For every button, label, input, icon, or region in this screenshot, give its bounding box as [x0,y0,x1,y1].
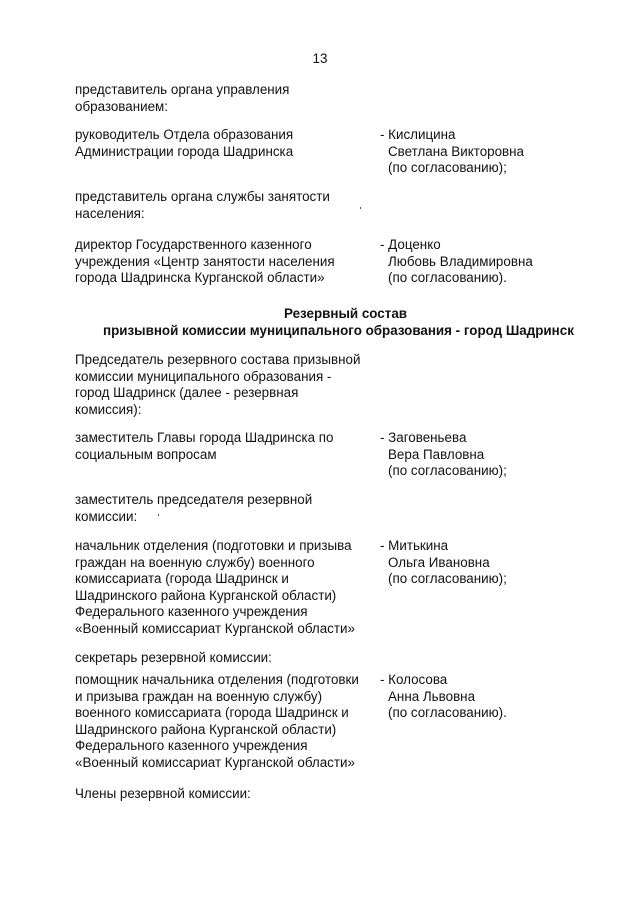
role-line: город Шадринск (далее - резервная [75,385,299,400]
person-name: Ольга Ивановна [388,554,490,570]
role-line: заместитель Главы города Шадринска по [75,430,334,445]
person-note: (по согласованию); [388,160,507,175]
section-deputy-chair-heading [75,492,375,525]
person-name: Светлана Викторовна [388,143,524,159]
role-line: Администрации города Шадринска [75,143,294,159]
role-line: комиссия): [75,401,142,417]
person-name: Вера Павловна [388,446,485,462]
person-surname: - Колосова [380,672,448,687]
role-line: Шадринского района Курганской области) [75,587,337,603]
section-assistant-head-person [380,672,507,722]
section-military-department-head-role [75,538,375,637]
heading-line-2: призывной комиссии муниципального образования - город Шадринск [103,322,574,338]
person-name: Анна Львовна [388,688,476,704]
person-note: (по согласованию); [388,463,507,478]
role-line: города Шадринска Курганской области» [75,270,325,285]
section-education-head-person [380,127,524,177]
role-line: Федерального казенного учреждения [75,604,308,619]
person-name: Любовь Владимировна [388,253,533,269]
role-line: секретарь резервной комиссии: [75,650,272,665]
section-education-representative-heading [75,82,375,115]
heading-line-1: Резервный состав [284,306,407,321]
page-number: 13 [312,51,328,66]
role-line: Председатель резервного состава призывной [75,352,361,367]
section-employment-director-role [75,237,375,287]
role-line: Шадринского района Курганской области) [75,721,337,737]
role-line: комиссии муниципального образования - [75,368,332,384]
role-line: населения: [75,205,145,221]
role-line: представитель органа управления [75,82,290,97]
role-line: Федерального казенного учреждения [75,738,308,753]
role-line: комиссариата (города Шадринск и [75,571,289,586]
role-line: руководитель Отдела образования [75,127,294,142]
role-line: образованием: [75,98,168,114]
person-note: (по согласованию). [388,270,507,285]
role-line: Члены резервной комиссии: [75,786,251,801]
section-employment-director-person [380,237,533,287]
role-line: начальник отделения (подготовки и призыва [75,538,352,553]
section-deputy-head-role [75,430,375,463]
section-members-heading [75,786,375,803]
role-line: «Военный комиссариат Курганской области» [75,754,355,770]
role-line: граждан на военную службу) военного [75,554,315,570]
person-note: (по согласованию). [388,705,507,720]
role-line: представитель органа службы занятости [75,189,330,204]
section-education-head-role [75,127,375,160]
scan-speck [360,207,361,209]
person-surname: - Заговеньева [380,430,467,445]
role-line: «Военный комиссариат Курганской области» [75,620,355,636]
role-line: комиссии: [75,508,138,524]
role-line: военного комиссариата (города Шадринск и [75,705,349,720]
role-line: помощник начальника отделения (подготовки [75,672,359,687]
person-note: (по согласованию); [388,571,507,586]
section-military-department-head-person [380,538,507,588]
role-line: социальным вопросам [75,446,217,462]
role-line: и призыва граждан на военную службу) [75,688,323,704]
section-employment-representative-heading [75,189,375,222]
scan-speck [158,514,159,516]
role-line: директор Государственного казенного [75,237,312,252]
section-reserve-chair-heading [75,352,375,418]
reserve-composition-heading [0,306,640,339]
role-line: учреждения «Центр занятости населения [75,253,335,269]
person-surname: - Митькина [380,538,449,553]
person-surname: - Кислицина [380,127,456,142]
section-deputy-head-person [380,430,507,480]
section-secretary-heading [75,650,375,667]
section-assistant-head-role [75,672,375,771]
role-line: заместитель председателя резервной [75,492,313,507]
person-surname: - Доценко [380,237,441,252]
